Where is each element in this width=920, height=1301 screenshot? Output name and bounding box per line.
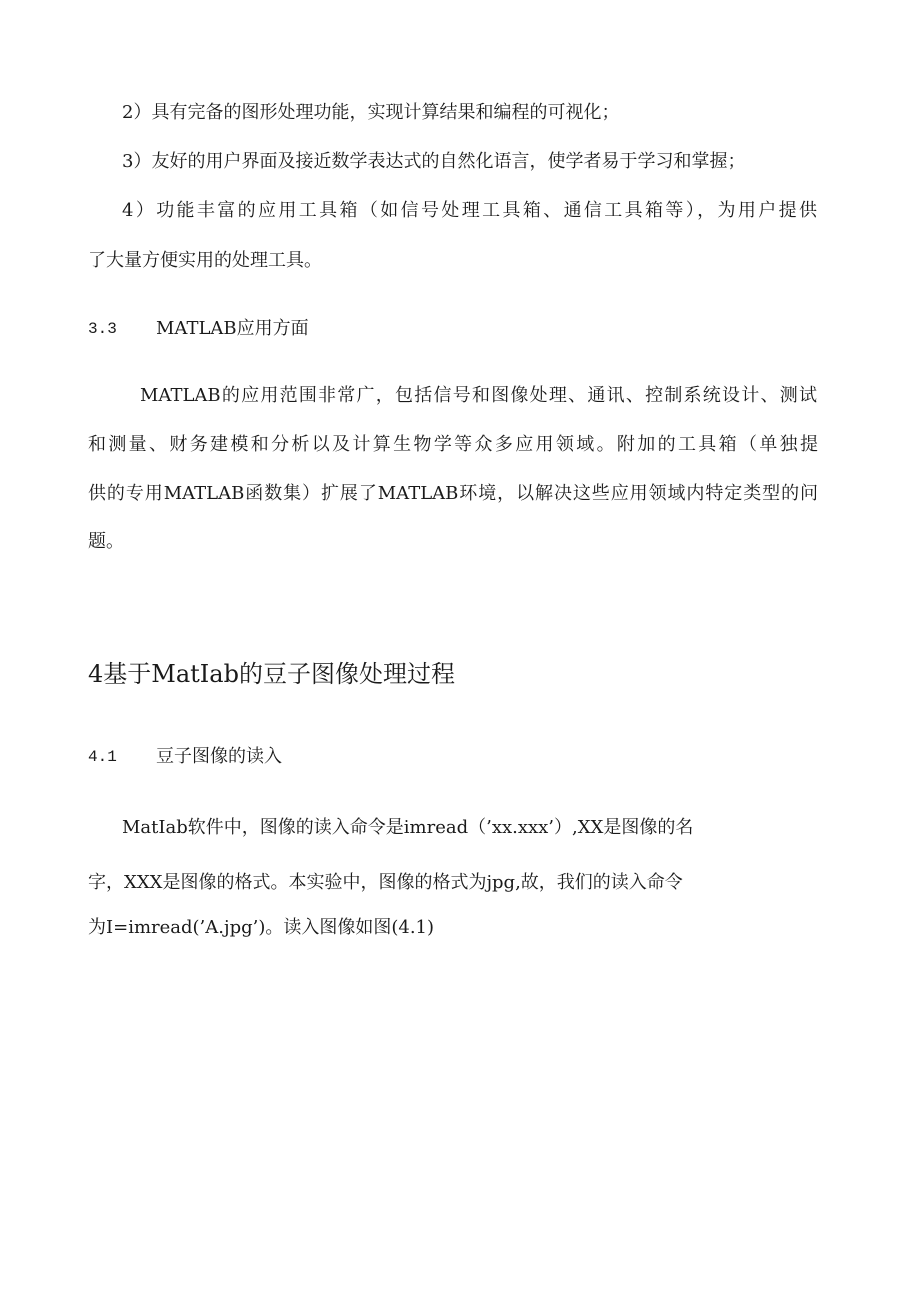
section-3-3-number: 3.3	[88, 320, 117, 338]
section-4-1-number: 4.1	[88, 748, 117, 766]
section-3-3-para-line-2: 和测量、财务建模和分析以及计算生物学等众多应用领域。附加的工具箱（单独提	[88, 434, 818, 455]
list-item-2: 2）具有完备的图形处理功能，实现计算结果和编程的可视化；	[122, 102, 620, 123]
section-4-1-para-line-2: 字，XXX是图像的格式。本实验中，图像的格式为jpg,故，我们的读入命令	[88, 872, 683, 893]
section-4-1-para-line-1: MatIab软件中，图像的读入命令是imread（’xx.xxx’）,XX是图像的名	[122, 817, 694, 838]
section-3-3-para-line-3: 供的专用MATLAB函数集）扩展了MATLAB环境，以解决这些应用领域内特定类型的问	[88, 483, 818, 504]
list-item-4-line-1: 4）功能丰富的应用工具箱（如信号处理工具箱、通信工具箱等），为用户提供	[122, 200, 817, 221]
list-item-3: 3）友好的用户界面及接近数学表达式的自然化语言，使学者易于学习和掌握；	[122, 151, 746, 172]
section-3-3-para-line-1: MATLAB的应用范围非常广，包括信号和图像处理、通讯、控制系统设计、测试	[140, 385, 817, 406]
chapter-4-title: 4基于MatIab的豆子图像处理过程	[88, 660, 455, 688]
section-3-3-para-line-4: 题。	[88, 531, 124, 552]
section-4-1-para-line-3: 为I=imread(’A.jpg’)。读入图像如图(4.1)	[88, 917, 435, 938]
list-item-4-line-2: 了大量方便实用的处理工具。	[88, 250, 322, 271]
section-3-3-title: MATLAB应用方面	[156, 318, 309, 339]
section-4-1-title: 豆子图像的读入	[156, 746, 282, 767]
